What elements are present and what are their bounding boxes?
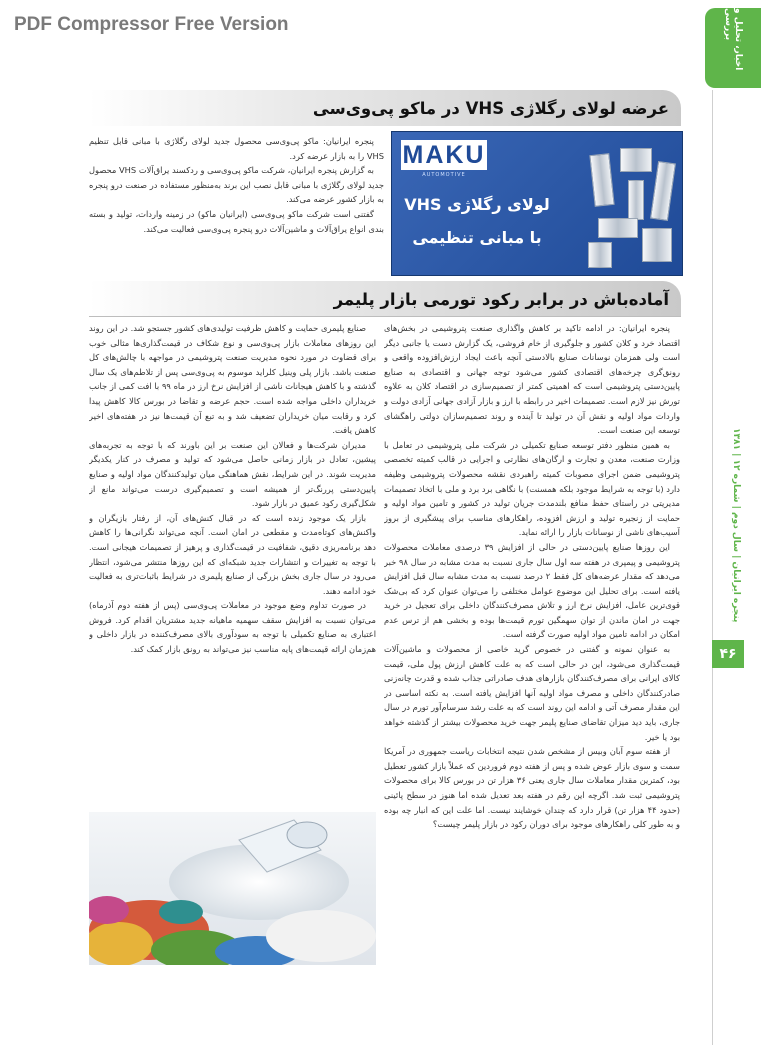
running-footer: [716, 420, 756, 630]
divider: [89, 316, 681, 317]
ad-headline-2: با مبانی تنظیمی: [412, 228, 542, 247]
polymer-granules-illustration: [89, 812, 376, 965]
article2-paragraph: پنجره ایرانیان: در ادامه تاکید بر کاهش واگذاری صنعت پتروشیمی در بخش‌های اقتصاد خرد و کلان کشور و جلوگیری از خام فروشی، یک گزارش دست یا جانبی دیگر است ولی همزمان نوسانات صنایع بالادستی آنچه باعث ایجاد ارزش‌افزوده واقعی و رونق‌گری چرخه‌های اقتصادی کشور می‌شود توجه جهانی و اقتصادی به صنایع پایین‌دستی پتروشیمی است که اهمیتی کمتر از تصمیم‌سازی در اقتصاد کلان به علاوه تورش نیز لازم است. تصمیمات اخیر در رابطه با ارز و بازار آزادی جهانی آزادی دولت و واردات مواد اولیه و نقش آن در تولید تا آینده و روند تصمیم‌سازان دولتی راهگشای توسعه این صنعت است.: [384, 323, 680, 436]
article2-title: آماده‌باش در برابر رکود تورمی بازار پلیمر: [333, 289, 669, 309]
article2-paragraph: صنایع پلیمری حمایت و کاهش ظرفیت تولیدی‌های کشور جستجو شد. در این روند این روزهای معاملات بازار پی‌وی‌سی و نوع شکاف در قیمت‌گذاری‌ها مثالی خوب برای قضاوت در مورد نحوه مدیریت صنعت پتروشیمی در مواجهه با چالش‌های کل صنعت باشد. بازار پلی وینیل کلراید موسوم به پی‌وی‌سی پس از تلاطم‌های یک سال گذشته و با کاهش هیجانات ناشی از افزایش نرخ ارز در ماه ۹۹ با افت کمی از جانب خریداران داخلی مواجه شده است. حجم عرضه و تقاضا در بورس کالا کاهش پیدا کرد و رقابت میان خریداران تضعیف شد و به تبع آن قیمت‌ها نیز در هفته‌های اخیر کاهش یافت.: [89, 323, 376, 436]
article2-paragraph: به عنوان نمونه و گفتنی در خصوص گرید خاصی از محصولات و ماشین‌آلات قیمت‌گذاری می‌شود، این در حالی است که به علت کاهش ارزش پول ملی، قیمت کالای ایرانی برای مصرف‌کنندگان بازارهای هدف صادراتی جذاب شده و قدرت چانه‌زنی صادرکنندگان داخلی و مصرف مواد اولیه آنها افزایش یافته است. به نکته اساسی در این مقدار مصرف آتی و ادامه این روند است که به علت رشد سرسام‌آور تورم در سال جاری، باید دید میزان تقاضای صنایع پلیمر جهت خرید محصولات بیشتر از گذشته خواهد بود یا خیر.: [384, 644, 680, 742]
article2-left-column: [89, 321, 376, 806]
maku-advertisement: [391, 131, 683, 276]
article2-header: [89, 281, 681, 317]
article2-paragraph: مدیران شرکت‌ها و فعالان این صنعت بر این باورند که با توجه به تجربه‌های پیشین، تعادل در بازار زمانی حاصل می‌شود که تولید و مصرف در کنار یکدیگر مدیریت شوند. در این شرایط، نقش هماهنگی میان تولیدکنندگان مواد اولیه و صنایع پایین‌دستی پررنگ‌تر از همیشه است و تصمیم‌گیری درست می‌تواند مانع از شکل‌گیری رکود عمیق در بازار شود.: [89, 439, 376, 509]
hinge-image: [588, 242, 612, 268]
hinge-image: [589, 153, 614, 207]
watermark: PDF Compressor Free Version: [14, 14, 289, 35]
article2-paragraph: از هفته سوم آبان وبیس از مشخص شدن نتیجه انتخابات ریاست جمهوری در آمریکا سمت و سوی بازار عوض شده و پس از هفته دوم فروردین که عملاً بازار کشور تعطیل بود، کمترین مقدار معاملات سال جاری یعنی ۳۶ هزار تن در بورس کالا برای محصولات پتروشیمی ثبت شد. اگرچه این رقم در هفته بعد تعدیل شده اما هنوز در سطح پائینی (حدود ۴۴ هزار تن) قرار دارد که چندان خوشایند نیست. اما علت این که انبار چه بوده و به طور کلی راهکارهای موجود برای دوران رکود در بازار پلیمر چیست؟: [384, 746, 680, 830]
hinge-image: [650, 161, 676, 221]
hinge-image: [642, 228, 672, 262]
maku-logo: MAKU: [402, 140, 486, 169]
article1-header: [89, 90, 681, 126]
article1-paragraph: گفتنی است شرکت ماکو پی‌وی‌سی (ایرانیان ماکو) در زمینه واردات، تولید و بسته بندی انواع یراق‌آلات و ماشین‌آلات درو پنجره پی‌وی‌سی فعالیت می‌کند.: [89, 208, 384, 234]
article1-title: عرضه لولای رگلاژی VHS در ماکو پی‌وی‌سی: [312, 98, 669, 118]
section-tab-label: اخبار، تحلیل و بررسی: [723, 8, 743, 71]
hinge-image: [598, 218, 638, 238]
article2-paragraph: در صورت تداوم وضع موجود در معاملات پی‌وی‌سی (پس از هفته دوم آذرماه) می‌توان نسبت به افزایش سقف سهمیه ماهیانه جدید مشتریان اقدام کرد. فروش اعتباری به صنایع تکمیلی با توجه به سودآوری بالای مصرف‌کننده در بازار داخلی و هم‌زمان ارائه قیمت‌های پایه مناسب نیز می‌تواند به رونق بازار کمک کند.: [89, 600, 376, 655]
article1-body: [89, 134, 384, 262]
margin-rail: [712, 90, 713, 1045]
ad-headline-1: لولای رگلاژی VHS: [404, 195, 550, 214]
article2-paragraph: بازار یک موجود زنده است که در قبال کنش‌های آن، از رفتار بازیگران و واکنش‌های کوتاه‌مدت و مقطعی در امان است. آنچه می‌تواند نگرانی‌ها را کاهش دهد برنامه‌ریزی دقیق، شفافیت در قیمت‌گذاری و پرهیز از تصمیمات هیجانی است. با توجه به تغییرات و انتشارات جدید شبکه‌ای که این روزها منتشر می‌شود، انتظار می‌رود در سال جاری بخش بزرگی از صنایع پلیمری در شرایط باثبات‌تری به فعالیت خود ادامه دهند.: [89, 512, 376, 596]
article1-paragraph: پنجره ایرانیان: ماکو پی‌وی‌سی محصول جدید لولای رگلاژی با مبانی قابل تنظیم VHS را به بازار عرضه کرد.: [89, 136, 384, 161]
article2-paragraph: این روزها صنایع پایین‌دستی در حالی از افزایش ۳۹ درصدی معاملات محصولات پتروشیمی و پیمپری در هفته سه اول سال جاری نسبت به مدت مشابه در سال ۹۸ خبر می‌دهد که مقدار عرضه‌های کل فقط ۲ درصد نسبت به مدت مشابه سال قبل افزایش یافته است. برای تحلیل این موضوع عوامل مختلفی را می‌توان عنوان کرد که بی‌شک قوی‌ترین عامل، افزایش نرخ ارز و تلاش مصرف‌کنندگان داخلی برای تعجیل در خرید جهت در امان ماندن از توان سهمگین تورم قیمت‌ها بوده و بخشی هم از ترس عدم امکان در ادامه تامین مواد اولیه صورت گرفته است.: [384, 541, 680, 640]
article2-right-column: [384, 321, 680, 1021]
polymer-granules-photo: [89, 812, 376, 965]
section-tab[interactable]: [705, 8, 761, 88]
article2-paragraph: به همین منظور دفتر توسعه صنایع تکمیلی در شرکت ملی پتروشیمی در تعامل با وزارت صنعت، معدن و تجارت و ارگان‌های نظارتی و اجرایی در قالب کمیته تخصصی پتروشیمی ضمن اجرای مصوبات کمیته راهبردی نقشه محصولات پتروشیمی وظیفه دارد (با توجه به شرایط موجود بلکه همسنت) با نگاهی برد برد و ملی با اتخاذ تصمیمات مدیریتی در راستای حفظ منافع بلندمدت جریان تولید در کشور و تامین مواد اولیه و حمایت از زنجیره تولید و ارزش افزوده، راهکارهای مناسب برای پیشگیری از بروز آسیب‌های ناشی از نوسانات بازار را ارائه نماید.: [384, 439, 680, 538]
article1-paragraph: به گزارش پنجره ایرانیان، شرکت ماکو پی‌وی‌سی و ردکسند یراق‌آلات VHS محصول جدید لولای رگلاژی با مبانی قابل نصب این برند به‌منظور مستفاده در صنعت درو پنجره به بازار کشور عرضه می‌کند.: [89, 165, 384, 205]
running-footer-text: پنجره ایرانیان | سال دوم | شماره ۱۲ | ۱۳۸۱: [731, 427, 741, 623]
page-number: ۴۶: [712, 640, 744, 668]
hinge-image: [620, 148, 652, 172]
hinge-image: [628, 180, 644, 220]
maku-logo-sub: AUTOMOTIVE: [422, 172, 466, 178]
